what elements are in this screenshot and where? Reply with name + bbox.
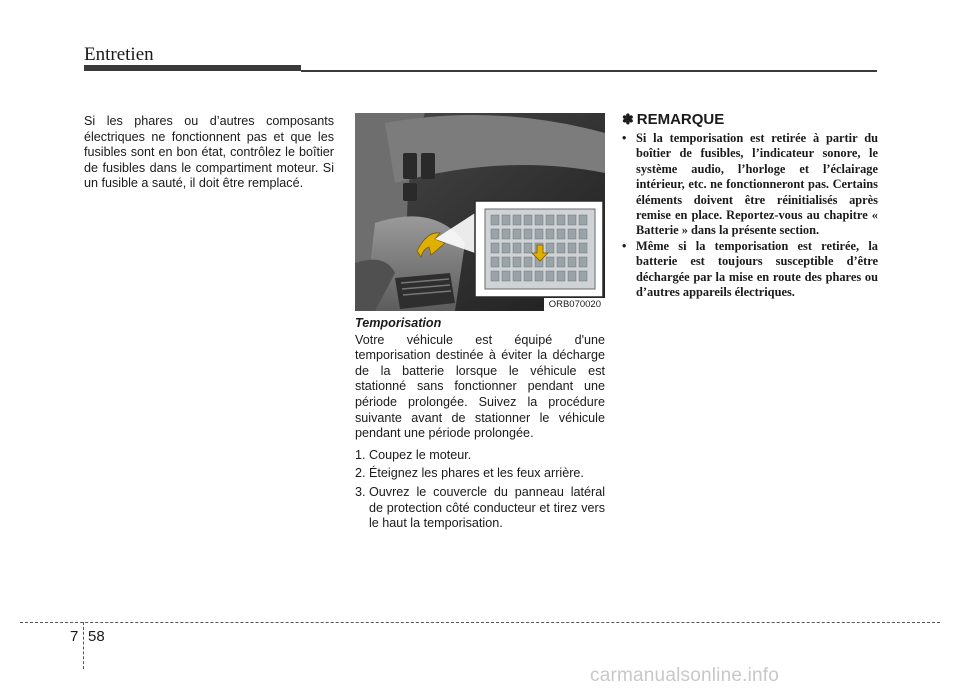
bullet-icon: • — [622, 238, 627, 253]
footer-rule — [20, 622, 940, 623]
dashboard-illustration — [355, 113, 605, 311]
step-number: 3. — [355, 484, 366, 499]
list-item — [355, 485, 605, 532]
chapter-number: 7 — [70, 628, 79, 645]
header-title: Entretien — [84, 44, 154, 65]
note-text: Même si la temporisation est retirée, la batterie est toujours susceptible d’être déchargée par la mise en route des phares ou d’autres appareils électriques. — [636, 238, 878, 300]
note-text: Si la temporisation est retirée à partir du boîtier de fusibles, l’indicateur sonore, le système audio, l’horloge et l’éclairage intérieur, etc. ne fonctionneront pas. Certains éléments doivent être réinitialisés après remise en place. Reportez-vous au chapitre « Batterie » dans la présente section. — [636, 131, 878, 238]
watermark: carmanualsonline.info — [590, 665, 780, 686]
step-number: 2. — [355, 466, 366, 481]
fuse-box-figure — [355, 113, 605, 311]
footer-vertical-rule — [83, 622, 84, 669]
section-paragraph: Votre véhicule est équipé d'une temporisation destinée à éviter la décharge de la batterie lorsque le véhicule est stationné sans fonctionner pendant une période prolongée. Suivez la procédure suivante avant de stationner le véhicule pendant une période prolongée. — [355, 332, 605, 441]
step-text: Coupez le moteur. — [369, 447, 472, 462]
bullet-icon: • — [622, 131, 627, 145]
list-item — [622, 239, 878, 301]
list-item — [355, 466, 605, 482]
intro-paragraph: Si les phares ou d’autres composants électriques ne fonctionnent pas et que les fusibles sont en bon état, contrôlez le boîtier de fusibles dans le compartiment moteur. Si un fusible a sauté, il doit être remplacé. — [84, 114, 334, 191]
step-number: 1. — [355, 447, 366, 462]
step-text: Ouvrez le couvercle du panneau latéral de protection côté conducteur et tirez vers le haut la temporisation. — [369, 484, 605, 531]
page-number: 58 — [88, 628, 105, 645]
header-rule-thick — [84, 65, 301, 71]
note-heading — [622, 111, 878, 128]
note-list — [622, 131, 878, 300]
timer-section — [355, 316, 605, 535]
step-text: Éteignez les phares et les feux arrière. — [369, 466, 584, 481]
steps-list — [355, 448, 605, 532]
header-rule-thin — [301, 70, 877, 72]
note-box — [622, 111, 878, 300]
note-heading-text: REMARQUE — [636, 111, 725, 128]
section-heading: Temporisation — [355, 316, 442, 330]
figure-caption: ORB070020 — [544, 298, 605, 311]
list-item — [622, 131, 878, 239]
note-star-icon: ✽ — [622, 111, 634, 127]
list-item — [355, 448, 605, 464]
